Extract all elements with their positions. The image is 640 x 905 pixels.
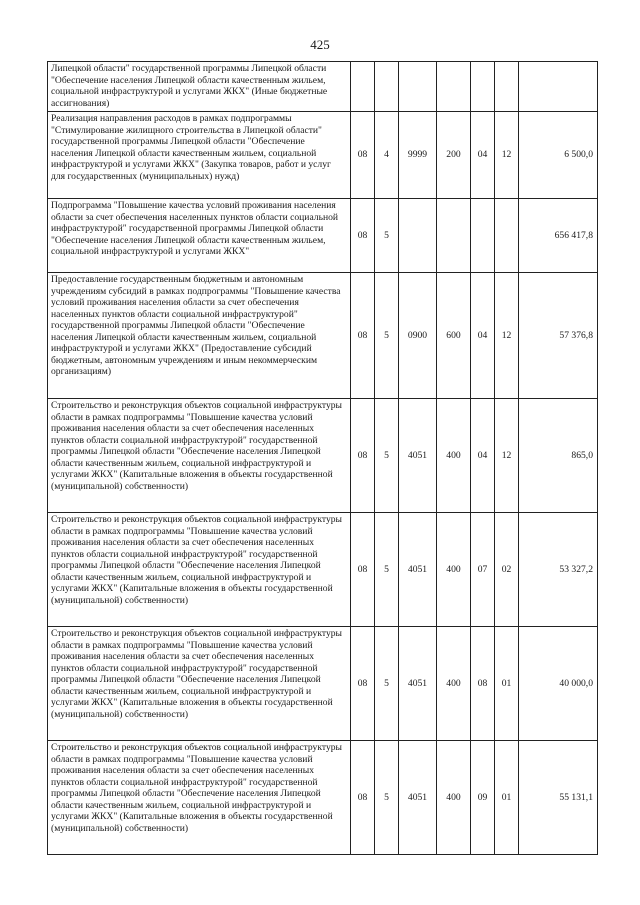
- row-code-section: [471, 199, 495, 273]
- row-code-section: 09: [471, 741, 495, 855]
- row-code-direction: 4051: [399, 741, 437, 855]
- table-row: [48, 627, 598, 741]
- row-code-ministry: 08: [351, 741, 375, 855]
- row-amount: 57 376,8: [519, 273, 598, 399]
- row-code-expense-type: [437, 62, 471, 112]
- row-code-expense-type: 400: [437, 399, 471, 513]
- row-code-subsection: [495, 199, 519, 273]
- table-row: [48, 62, 598, 112]
- budget-table: [47, 61, 598, 855]
- row-code-subprogram: 5: [375, 199, 399, 273]
- row-code-section: 04: [471, 273, 495, 399]
- row-code-subsection: 12: [495, 399, 519, 513]
- row-code-section: 04: [471, 399, 495, 513]
- row-code-direction: 4051: [399, 513, 437, 627]
- row-code-ministry: 08: [351, 273, 375, 399]
- row-code-subsection: [495, 62, 519, 112]
- row-code-subprogram: 5: [375, 273, 399, 399]
- row-code-expense-type: 400: [437, 513, 471, 627]
- row-code-subsection: 01: [495, 741, 519, 855]
- row-code-direction: [399, 62, 437, 112]
- table-row: [48, 399, 598, 513]
- row-code-ministry: 08: [351, 513, 375, 627]
- table-row: [48, 741, 598, 855]
- row-code-subprogram: 5: [375, 627, 399, 741]
- table-row: [48, 513, 598, 627]
- row-amount: 656 417,8: [519, 199, 598, 273]
- row-description: Липецкой области" государственной программы Липецкой области "Обеспечение населения Липецкой области качественным жильем, социальной инфраструктурой и услугами ЖКХ" (Иные бюджетные ассигнования): [48, 62, 351, 112]
- row-description: Реализация направления расходов в рамках подпрограммы "Стимулирование жилищного строительства в Липецкой области" государственной программы Липецкой области "Обеспечение населения Липецкой области качественным жильем, социальной инфраструктурой и услугами ЖКХ" (Закупка товаров, работ и услуг для государственных (муниципальных) нужд): [48, 112, 351, 199]
- row-code-expense-type: 400: [437, 627, 471, 741]
- row-code-subsection: 12: [495, 273, 519, 399]
- row-code-subsection: 02: [495, 513, 519, 627]
- row-description: Подпрограмма "Повышение качества условий проживания населения области за счет обеспечения населенных пунктов области социальной инфраструктурой" государственной программы Липецкой области "Обеспечение населения Липецкой области качественным жильем, социальной инфраструктурой и услугами ЖКХ": [48, 199, 351, 273]
- row-code-subprogram: [375, 62, 399, 112]
- row-code-direction: 9999: [399, 112, 437, 199]
- row-code-subprogram: 5: [375, 399, 399, 513]
- row-code-section: 04: [471, 112, 495, 199]
- row-code-subsection: 01: [495, 627, 519, 741]
- row-amount: [519, 62, 598, 112]
- row-amount: 53 327,2: [519, 513, 598, 627]
- budget-table-body: [48, 62, 598, 855]
- row-amount: 865,0: [519, 399, 598, 513]
- row-code-section: 08: [471, 627, 495, 741]
- row-code-ministry: 08: [351, 627, 375, 741]
- row-code-expense-type: 200: [437, 112, 471, 199]
- table-row: [48, 112, 598, 199]
- row-code-subsection: 12: [495, 112, 519, 199]
- row-code-ministry: 08: [351, 199, 375, 273]
- row-code-subprogram: 5: [375, 741, 399, 855]
- row-description: Строительство и реконструкция объектов социальной инфраструктуры области в рамках подпрограммы "Повышение качества условий проживания населения области за счет обеспечения населенных пунктов области социальной инфраструктурой" государственной программы Липецкой области "Обеспечение населения Липецкой области качественным жильем, социальной инфраструктурой и услугами ЖКХ" (Капитальные вложения в объекты государственной (муниципальной) собственности): [48, 513, 351, 627]
- row-code-direction: 4051: [399, 627, 437, 741]
- row-amount: 40 000,0: [519, 627, 598, 741]
- row-code-section: [471, 62, 495, 112]
- row-code-expense-type: 400: [437, 741, 471, 855]
- row-code-ministry: 08: [351, 399, 375, 513]
- row-code-subprogram: 5: [375, 513, 399, 627]
- row-amount: 55 131,1: [519, 741, 598, 855]
- row-code-expense-type: 600: [437, 273, 471, 399]
- row-amount: 6 500,0: [519, 112, 598, 199]
- row-description: Строительство и реконструкция объектов социальной инфраструктуры области в рамках подпрограммы "Повышение качества условий проживания населения области за счет обеспечения населенных пунктов области социальной инфраструктурой" государственной программы Липецкой области "Обеспечение населения Липецкой области качественным жильем, социальной инфраструктурой и услугами ЖКХ" (Капитальные вложения в объекты государственной (муниципальной) собственности): [48, 741, 351, 855]
- row-code-ministry: 08: [351, 112, 375, 199]
- page-number: 425: [310, 37, 330, 52]
- row-description: Предоставление государственным бюджетным и автономным учреждениям субсидий в рамках подпрограммы "Повышение качества условий проживания населения области за счет обеспечения населенных пунктов области социальной инфраструктурой" государственной программы Липецкой области "Обеспечение населения Липецкой области качественным жильем, социальной инфраструктурой и услугами ЖКХ" (Предоставление субсидий бюджетным, автономным учреждениям и иным некоммерческим организациям): [48, 273, 351, 399]
- row-code-expense-type: [437, 199, 471, 273]
- table-row: [48, 273, 598, 399]
- row-code-direction: 4051: [399, 399, 437, 513]
- row-description: Строительство и реконструкция объектов социальной инфраструктуры области в рамках подпрограммы "Повышение качества условий проживания населения области за счет обеспечения населенных пунктов области социальной инфраструктурой" государственной программы Липецкой области "Обеспечение населения Липецкой области качественным жильем, социальной инфраструктурой и услугами ЖКХ" (Капитальные вложения в объекты государственной (муниципальной) собственности): [48, 627, 351, 741]
- row-code-section: 07: [471, 513, 495, 627]
- row-code-direction: [399, 199, 437, 273]
- row-code-ministry: [351, 62, 375, 112]
- row-description: Строительство и реконструкция объектов социальной инфраструктуры области в рамках подпрограммы "Повышение качества условий проживания населения области за счет обеспечения населенных пунктов области социальной инфраструктурой" государственной программы Липецкой области "Обеспечение населения Липецкой области качественным жильем, социальной инфраструктурой и услугами ЖКХ" (Капитальные вложения в объекты государственной (муниципальной) собственности): [48, 399, 351, 513]
- row-code-direction: 0900: [399, 273, 437, 399]
- table-row: [48, 199, 598, 273]
- row-code-subprogram: 4: [375, 112, 399, 199]
